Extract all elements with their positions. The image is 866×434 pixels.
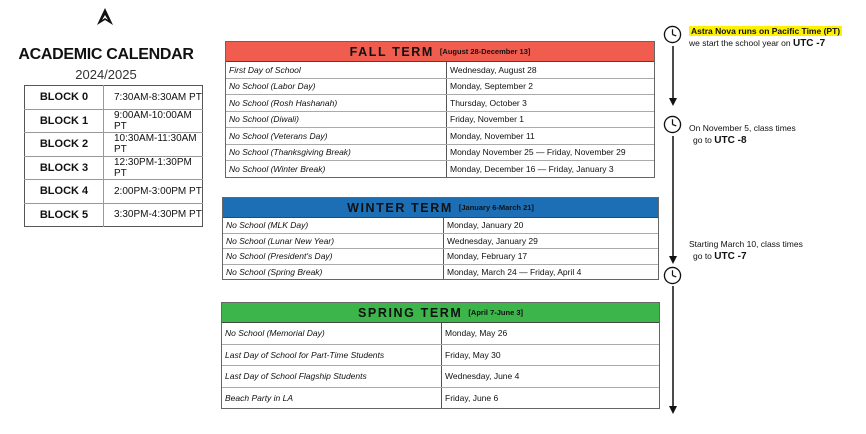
block-name: BLOCK 4: [25, 180, 104, 204]
dst-start-note: [689, 238, 803, 263]
block-time: 2:00PM-3:00PM PT: [104, 180, 203, 204]
table-row: [25, 156, 203, 180]
event-date: Friday, May 30: [442, 344, 660, 366]
winter-term-header: [223, 198, 658, 218]
event-name: No School (Memorial Day): [222, 323, 442, 344]
dst-start-note-line2: go to: [693, 251, 712, 261]
event-date: Wednesday, January 29: [444, 233, 659, 249]
table-row: [222, 344, 659, 366]
school-year: 2024/2025: [75, 67, 137, 82]
table-row: [25, 203, 203, 227]
event-name: Last Day of School Flagship Students: [222, 366, 442, 388]
dst-end-note-line1: On November 5, class times: [689, 123, 796, 133]
event-name: Beach Party in LA: [222, 387, 442, 408]
dst-start-note-line1: Starting March 10, class times: [689, 239, 803, 249]
event-date: Monday, March 24 — Friday, April 4: [447, 266, 582, 277]
spring-term-title: SPRING TERM: [357, 305, 463, 320]
block-name: BLOCK 1: [25, 109, 104, 133]
table-row: [222, 323, 659, 344]
table-row: [25, 86, 203, 110]
timezone-highlight: Astra Nova runs on Pacific Time (PT): [691, 26, 841, 36]
clock-icon: [663, 25, 682, 44]
block-time: 3:30PM-4:30PM PT: [114, 209, 202, 221]
spring-term-range: [April 7-June 3]: [468, 308, 523, 317]
table-row: [223, 218, 658, 233]
event-date: Wednesday, June 4: [442, 366, 660, 388]
event-date: Thursday, October 3: [447, 95, 655, 112]
table-row: [223, 233, 658, 249]
block-name: BLOCK 2: [25, 133, 104, 157]
utc-value: UTC -7: [714, 251, 747, 262]
dst-end-note: [689, 122, 796, 147]
event-name: No School (President's Day): [223, 249, 444, 265]
event-date: Monday November 25 — Friday, November 29: [447, 144, 655, 161]
block-name: BLOCK 0: [25, 86, 104, 110]
winter-term-title: WINTER TERM: [347, 200, 453, 215]
event-name: No School (MLK Day): [223, 218, 444, 233]
block-time: 9:00AM-10:00AM PT: [104, 109, 203, 133]
table-row: [226, 95, 654, 112]
table-row: [223, 264, 658, 279]
table-row: [226, 144, 654, 161]
utc-value: UTC -8: [714, 135, 747, 146]
page-title: ACADEMIC CALENDAR: [18, 46, 194, 63]
table-row: [223, 249, 658, 265]
table-row: [222, 366, 659, 388]
event-date: Monday, December 16 — Friday, January 3: [450, 163, 614, 174]
fall-term-title: FALL TERM: [349, 44, 434, 59]
fall-term-header: [226, 42, 654, 62]
table-row: [226, 62, 654, 78]
event-date: Monday, September 2: [447, 78, 655, 95]
spring-term-header: [222, 303, 659, 323]
arrow-down-icon: [669, 136, 677, 264]
block-time: 12:30PM-1:30PM PT: [104, 156, 203, 180]
utc-value: UTC -7: [792, 38, 826, 49]
table-row: [25, 133, 203, 157]
block-time: 7:30AM-8:30AM PT: [104, 86, 203, 110]
event-name: No School (Diwali): [226, 111, 447, 128]
arrow-down-icon: [669, 46, 677, 106]
winter-term-range: [January 6-March 21]: [458, 203, 534, 212]
event-date: Monday, January 20: [444, 218, 659, 233]
table-row: [25, 180, 203, 204]
block-name: BLOCK 3: [25, 156, 104, 180]
table-row: [226, 111, 654, 128]
event-name: No School (Winter Break): [226, 161, 447, 177]
table-row: [226, 161, 654, 177]
block-name: BLOCK 5: [25, 203, 104, 227]
event-name: No School (Veterans Day): [226, 128, 447, 145]
clock-icon: [663, 115, 682, 134]
event-name: No School (Thanksgiving Break): [226, 144, 447, 161]
event-date: Wednesday, August 28: [447, 62, 655, 78]
clock-icon: [663, 266, 682, 285]
block-schedule-table: [24, 85, 203, 227]
arrow-down-icon: [669, 286, 677, 414]
fall-term-range: [August 28-December 13]: [439, 47, 531, 56]
event-name: No School (Labor Day): [226, 78, 447, 95]
event-name: First Day of School: [226, 62, 447, 78]
timezone-note-text: we start the school year on: [689, 38, 791, 48]
table-row: [222, 387, 659, 408]
event-date: Monday, November 11: [447, 128, 655, 145]
dst-end-note-line2: go to: [693, 135, 712, 145]
astra-nova-logo: [97, 8, 113, 26]
timezone-note: [689, 25, 842, 50]
spring-term-table: [221, 302, 660, 409]
event-date: Friday, November 1: [447, 111, 655, 128]
winter-term-table: [222, 197, 659, 280]
event-name: Last Day of School for Part-Time Students: [222, 344, 442, 366]
event-name: No School (Lunar New Year): [223, 233, 444, 249]
event-date: Monday, February 17: [444, 249, 659, 265]
table-row: [226, 128, 654, 145]
fall-term-table: [225, 41, 655, 178]
table-row: [25, 109, 203, 133]
table-row: [226, 78, 654, 95]
event-date: Friday, June 6: [445, 392, 499, 403]
event-name: No School (Rosh Hashanah): [226, 95, 447, 112]
block-time: 10:30AM-11:30AM PT: [104, 133, 203, 157]
event-date: Monday, May 26: [442, 323, 660, 344]
event-name: No School (Spring Break): [223, 264, 444, 279]
